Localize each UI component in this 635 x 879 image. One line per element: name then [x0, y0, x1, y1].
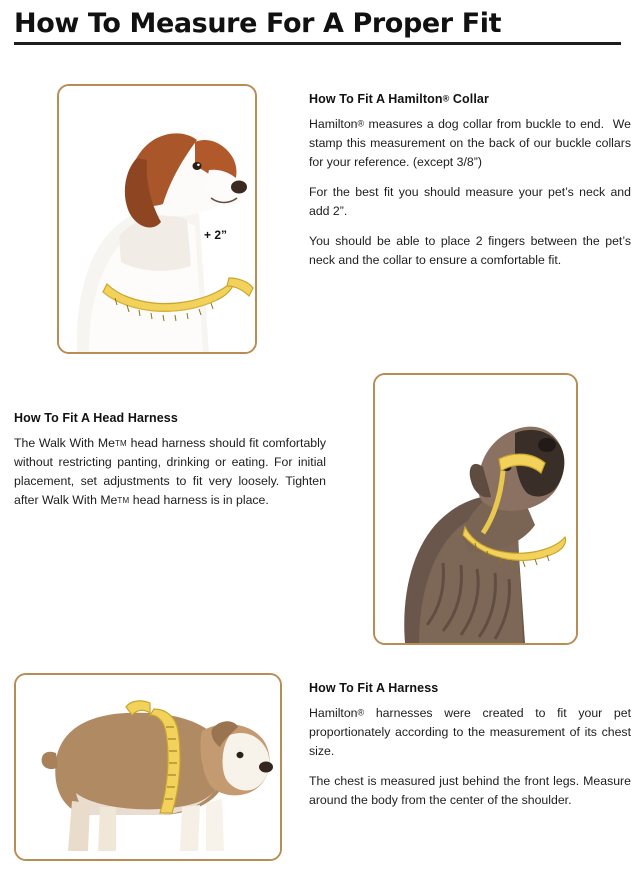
registered-mark-icon: ® — [357, 707, 365, 718]
head-harness-paragraph-1: The Walk With MeTM head harness should fit comfortably without restricting panting, drinking or eating. For initial placement, set adjustments to fit very loosely. Tighten after Walk With MeTM head harness is in place. — [14, 436, 327, 508]
harness-paragraph-2: The chest is measured just behind the front legs. Measure around the body from the center of the shoulder. — [309, 774, 631, 808]
collar-heading: How To Fit A Hamilton® Collar — [309, 92, 489, 106]
trademark-mark-icon: TM — [117, 496, 130, 506]
title-divider — [14, 42, 621, 45]
page-header — [0, 0, 635, 45]
harness-photo-frame — [14, 673, 282, 861]
collar-measurement-callout: + 2” — [204, 228, 228, 242]
harness-text-block — [309, 681, 631, 810]
collar-paragraph-1: Hamilton® measures a dog collar from buckle to end. We stamp this measurement on the back of our buckle collars for your reference. (except 3/8”) — [309, 117, 631, 170]
registered-mark-icon: ® — [442, 93, 450, 104]
collar-photo-frame — [57, 84, 257, 354]
page-title: How To Measure For A Proper Fit — [14, 8, 502, 39]
head-harness-dog-illustration — [375, 375, 576, 643]
harness-paragraph-1: Hamilton® harnesses were created to fit your pet proportionately according to the measurement of its chest size. — [309, 706, 631, 759]
harness-heading: How To Fit A Harness — [309, 681, 439, 695]
trademark-mark-icon: TM — [114, 439, 127, 449]
collar-text-block — [309, 92, 631, 270]
head-harness-heading: How To Fit A Head Harness — [14, 411, 178, 425]
collar-paragraph-2: For the best fit you should measure your pet’s neck and add 2”. — [309, 185, 631, 219]
collar-paragraph-3: You should be able to place 2 fingers between the pet’s neck and the collar to ensure a comfortable fit. — [309, 234, 631, 268]
head-harness-photo-frame — [373, 373, 578, 645]
head-harness-text-block — [14, 411, 326, 510]
harness-dog-illustration — [16, 675, 280, 859]
collar-dog-illustration — [59, 86, 255, 352]
registered-mark-icon: ® — [357, 118, 365, 129]
